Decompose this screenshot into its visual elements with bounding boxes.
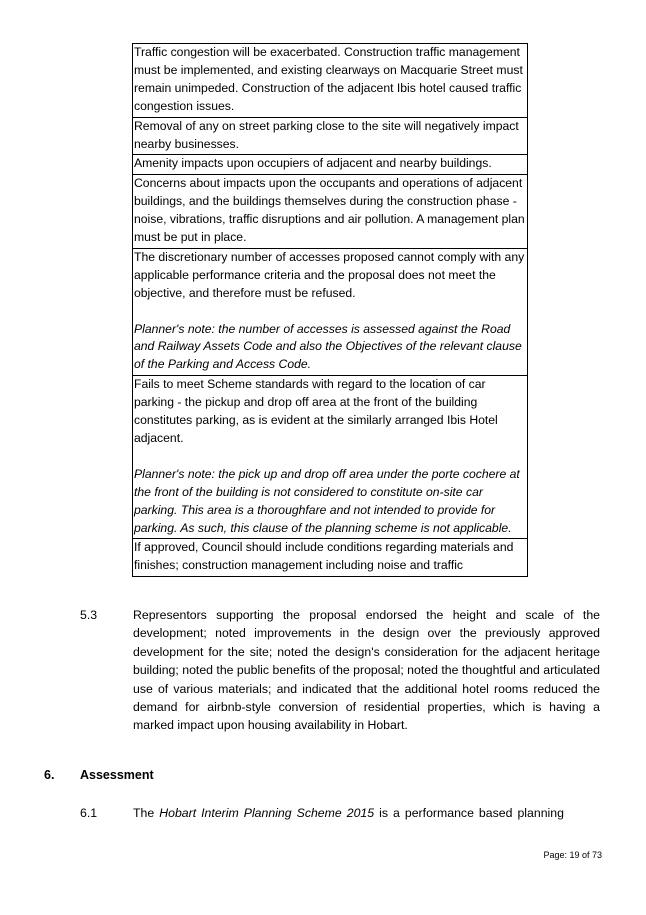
paragraph-text: is a performance based planning — [374, 806, 564, 820]
table-cell — [133, 376, 528, 539]
section-number: 6. — [44, 768, 55, 782]
planners-note: Planner's note: the pick up and drop off area under the porte cochere at the front of the building is not considered to constitute on-site car parking. This area is a thoroughfare and not intended to provide for parking. As such, this clause of the planning scheme is not applicable. — [134, 466, 520, 535]
table-row — [133, 117, 528, 155]
planners-note: Planner's note: the number of accesses is assessed against the Road and Railway Assets Code and also the Objectives of the relevant clause of the Parking and Access Code. — [134, 321, 522, 372]
concern-text: Removal of any on street parking close to the site will negatively impact nearby businesses. — [134, 118, 519, 151]
table-row — [133, 175, 528, 249]
paragraph-6-1 — [133, 804, 600, 822]
paragraph-5-3: Representors supporting the proposal endorsed the height and scale of the development; noted improvements in the design over the previously approved development for the site; noted the design's consideration for the adjacent heritage building; noted the public benefits of the proposal; noted the thoughtful and articulated use of various materials; and indicated that the additional hotel rooms reduced the demand for airbnb-style conversion of residential properties, which is having a marked impact upon housing availability in Hobart. — [133, 608, 600, 733]
paragraph-text: The — [133, 806, 160, 820]
table-row — [133, 44, 528, 118]
table-cell — [133, 539, 528, 577]
table-cell — [133, 175, 528, 249]
table-cell — [133, 44, 528, 118]
table-row — [133, 376, 528, 539]
table-cell — [133, 155, 528, 175]
planning-scheme-name: Hobart Interim Planning Scheme 2015 — [159, 806, 375, 820]
page-number: Page: 19 of 73 — [543, 850, 602, 860]
concern-text: The discretionary number of accesses proposed cannot comply with any applicable performance criteria and the proposal does not meet the objective, and therefore must be refused. — [134, 249, 525, 300]
concern-text: Fails to meet Scheme standards with regard to the location of car parking - the pickup and drop off area at the front of the building constitutes parking, as is evident at the similarly arranged Ibis Hotel adjacent. — [134, 377, 498, 446]
paragraph-number: 5.3 — [80, 608, 98, 622]
table-row — [133, 155, 528, 175]
concern-text: Concerns about impacts upon the occupants and operations of adjacent buildings, and the buildings themselves during the construction phase - noise, vibrations, traffic disruptions and air pollution. A management plan must be put in place. — [134, 176, 525, 245]
paragraph-number: 6.1 — [80, 806, 98, 820]
section-heading: Assessment — [80, 768, 154, 782]
concern-text: If approved, Council should include conditions regarding materials and finishes; construction management including noise and traffic — [134, 540, 514, 573]
concern-text: Traffic congestion will be exacerbated. Construction traffic management must be implemented, and existing clearways on Macquarie Street must remain unimpeded. Construction of the adjacent Ibis hotel caused traffic congestion issues. — [134, 45, 523, 113]
representation-concerns-table — [132, 43, 528, 577]
table-row — [133, 539, 528, 577]
table-cell — [133, 117, 528, 155]
table-cell — [133, 248, 528, 375]
concern-text: Amenity impacts upon occupiers of adjacent and nearby buildings. — [134, 156, 492, 171]
table-row — [133, 248, 528, 375]
